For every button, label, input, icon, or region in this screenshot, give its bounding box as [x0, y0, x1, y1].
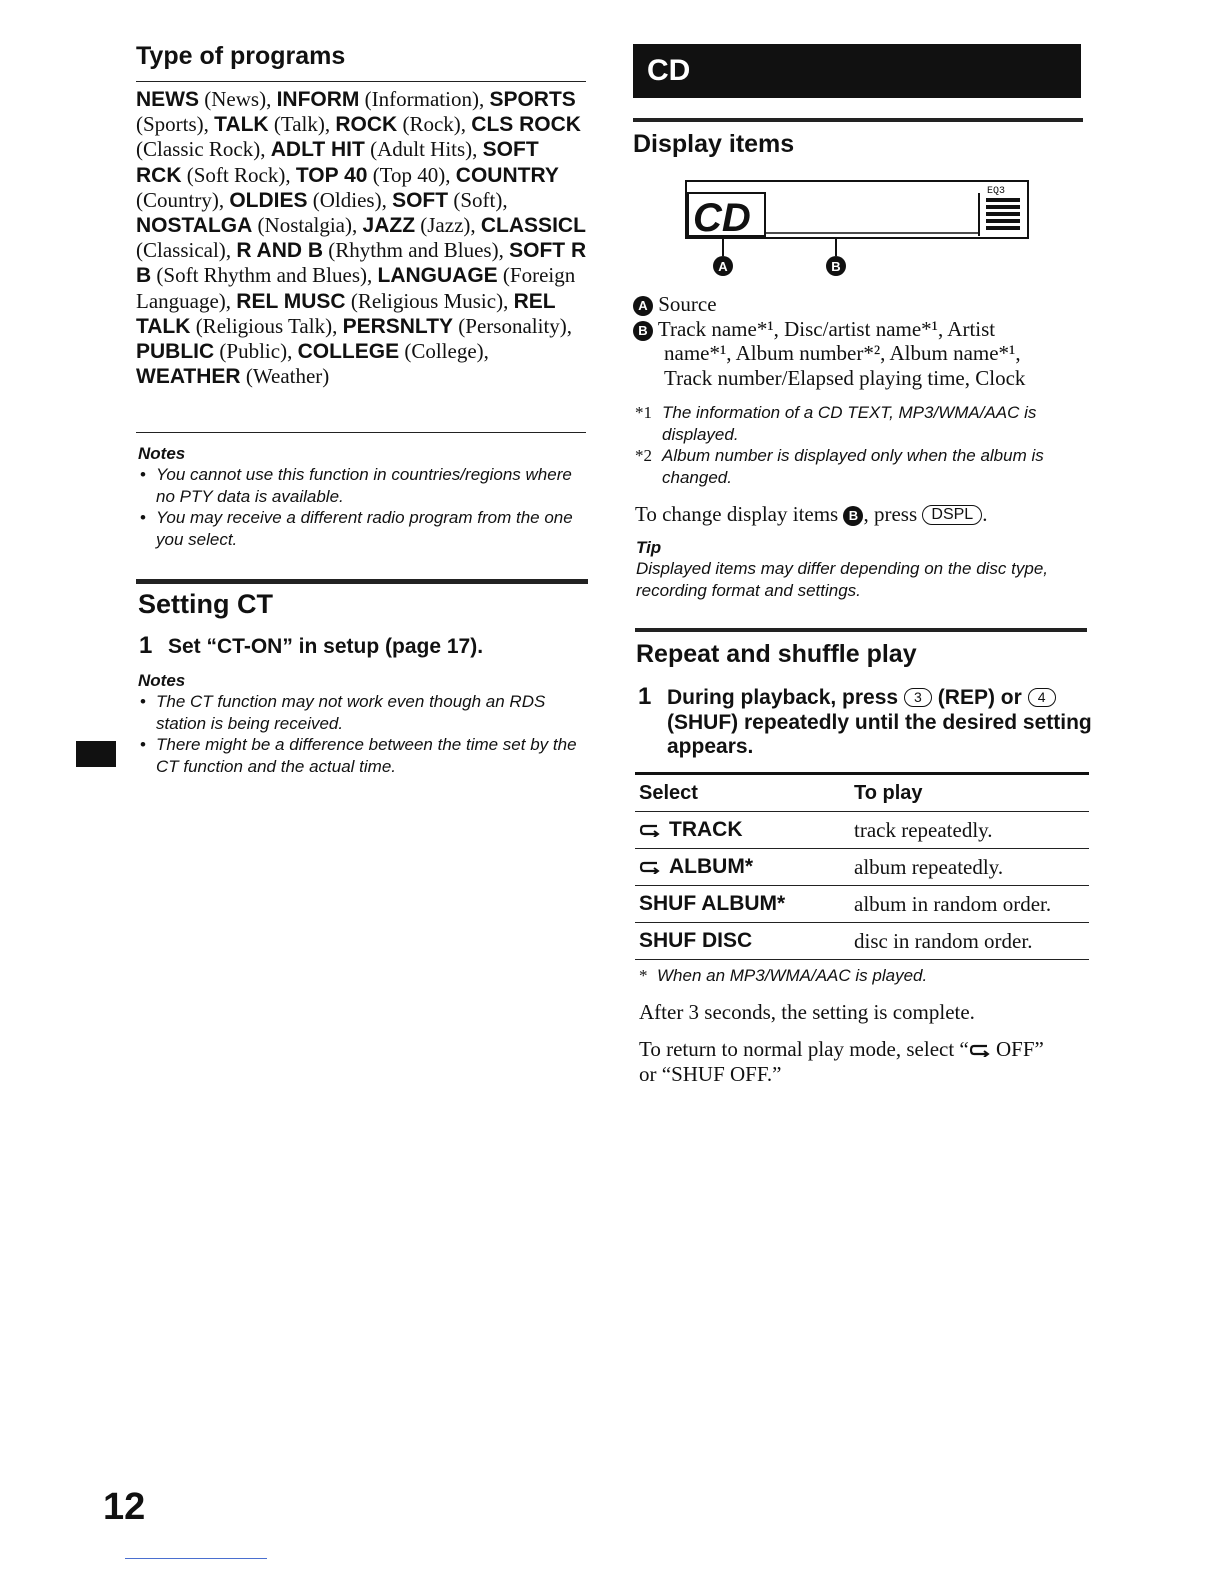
- bottom-rule: [125, 1558, 267, 1559]
- program-description: (Rhythm and Blues): [328, 238, 499, 263]
- section-divider: [633, 118, 1083, 122]
- notes-title: Notes: [138, 671, 186, 690]
- program-code: OLDIES: [229, 188, 308, 212]
- program-description: (News): [204, 87, 267, 111]
- after-text: After 3 seconds, the setting is complete.: [639, 1000, 975, 1024]
- program-type-entry: COLLEGE (College),: [297, 339, 489, 364]
- program-type-entry: ADLT HIT (Adult Hits),: [270, 137, 483, 162]
- notes-list: [138, 691, 590, 777]
- display-items-title: Display items: [633, 130, 795, 158]
- tip-title: Tip: [636, 538, 662, 557]
- program-description: (Classic Rock): [136, 137, 261, 162]
- col-select-header: Select: [639, 781, 698, 804]
- repeat-icon: [639, 860, 661, 874]
- tip-box: [636, 538, 1088, 601]
- program-type-entry: REL TALK (Religious Talk),: [136, 289, 556, 338]
- program-description: (Religious Music): [350, 288, 504, 313]
- program-code: SPORTS: [489, 88, 576, 111]
- program-code: SOFT: [392, 188, 449, 212]
- program-type-entry: SOFT (Soft),: [392, 187, 508, 212]
- program-type-entry: R AND B (Rhythm and Blues),: [236, 238, 510, 263]
- program-description: (Top 40): [372, 162, 446, 187]
- section-divider: [635, 628, 1087, 632]
- setting-ct-title: Setting CT: [138, 589, 273, 619]
- legend-b: B Track name*¹, Disc/artist name*¹, Artist: [633, 317, 1087, 342]
- label-b-badge: B: [633, 321, 653, 341]
- level-meter-icon: [986, 198, 1020, 230]
- note-item: • You cannot use this function in countries/regions where no PTY data is available.: [138, 464, 588, 507]
- label-b: B: [831, 259, 841, 274]
- section-tab-marker: [76, 741, 116, 767]
- program-code: PUBLIC: [136, 340, 215, 364]
- program-type-entry: SOFT RCK (Soft Rock),: [136, 138, 539, 187]
- program-type-entry: LANGUAGE (Foreign Language),: [136, 263, 576, 313]
- page-number: 12: [103, 1486, 146, 1528]
- program-description: (Rock): [402, 112, 461, 137]
- repeat-icon: [969, 1043, 991, 1057]
- program-code: WEATHER: [136, 365, 241, 389]
- display-footnotes: [635, 402, 1087, 488]
- display-item-legend: A Source B Track name*¹, Disc/artist name*¹, Artist name*¹, Album number*², Album name*¹, Track number/Elapsed playing time, Clock: [633, 292, 1087, 390]
- ct-notes: [138, 671, 590, 777]
- program-code: SOFT RCK: [136, 138, 539, 187]
- table-header-row: [635, 775, 1089, 812]
- label-a: A: [718, 259, 728, 274]
- program-description: (Sports): [136, 112, 204, 137]
- program-type-entry: INFORM (Information),: [276, 87, 490, 111]
- table-row: SHUF ALBUM* album in random order.: [635, 886, 1089, 923]
- return-text: To return to normal play mode, select “ OFF” or “SHUF OFF.”: [639, 1037, 1044, 1086]
- program-code: REL TALK: [136, 289, 556, 338]
- step-number: 1: [139, 632, 153, 659]
- program-type-entry: SPORTS (Sports),: [136, 88, 576, 137]
- program-description: (Jazz): [420, 213, 471, 238]
- button-3[interactable]: 3: [904, 688, 932, 707]
- notes-title: Notes: [138, 444, 186, 463]
- program-description: (Information): [364, 87, 479, 111]
- program-description: (Public): [219, 339, 288, 364]
- tip-text: Displayed items may differ depending on the disc type, recording format and settings.: [636, 559, 1049, 600]
- program-type-entry: JAZZ (Jazz),: [362, 213, 481, 238]
- label-b-badge: B: [843, 506, 863, 526]
- program-code: R AND B: [236, 239, 324, 263]
- footnote-1: *1 The information of a CD TEXT, MP3/WMA/AAC is displayed.: [635, 403, 1037, 444]
- button-4[interactable]: 4: [1028, 688, 1056, 707]
- repeat-icon: [639, 823, 661, 837]
- program-code: COLLEGE: [297, 340, 400, 364]
- program-description: (Adult Hits): [370, 137, 473, 162]
- repeat-step: 1 During playback, press 3 (REP) or 4 (SHUF) repeatedly until the desired setting appears.: [638, 683, 1092, 758]
- program-description: (Country): [136, 187, 219, 212]
- table-row: TRACK track repeatedly.: [635, 812, 1089, 849]
- table-footnote: * When an MP3/WMA/AAC is played.: [639, 966, 928, 985]
- pty-notes: [138, 444, 588, 550]
- change-display-instruction: To change display items B , press DSPL .: [635, 502, 988, 526]
- program-type-entry: REL MUSC (Religious Music),: [236, 288, 514, 313]
- program-description: (Weather): [245, 364, 330, 389]
- program-type-entry: SOFT R B (Soft Rhythm and Blues),: [136, 239, 587, 288]
- program-description: (Classical): [136, 238, 226, 263]
- divider: [136, 81, 586, 82]
- legend-a: A Source: [633, 292, 1087, 317]
- program-description: (Soft Rock): [186, 162, 286, 187]
- program-code: NEWS: [136, 88, 199, 111]
- program-type-entry: COUNTRY (Country),: [136, 163, 559, 212]
- program-type-entry: NOSTALGA (Nostalgia),: [136, 213, 363, 238]
- program-code: TALK: [214, 113, 269, 137]
- program-type-entry: CLASSICL (Classical),: [136, 214, 586, 263]
- repeat-mode-table: [635, 775, 1089, 960]
- divider: [136, 432, 586, 433]
- program-code: CLASSICL: [480, 214, 586, 238]
- svg-text:EQ3: EQ3: [987, 186, 1006, 197]
- note-item: • You may receive a different radio program from the one you select.: [138, 507, 588, 550]
- svg-text:CD: CD: [693, 196, 751, 240]
- program-code: REL MUSC: [236, 289, 346, 313]
- program-description: (Talk): [273, 112, 325, 137]
- program-type-entry: PUBLIC (Public),: [136, 339, 298, 364]
- program-type-entry: PERSNLTY (Personality),: [342, 313, 573, 338]
- step-text: Set “CT-ON” in setup (page 17).: [168, 635, 484, 658]
- footnote-2: *2 Album number is displayed only when the album is changed.: [635, 446, 1044, 487]
- dspl-button[interactable]: DSPL: [922, 505, 982, 525]
- program-description: (Foreign Language): [136, 263, 576, 313]
- program-code: CLS ROCK: [471, 113, 581, 137]
- program-description: (Personality): [458, 313, 567, 338]
- cd-header-bar: [633, 44, 1081, 98]
- program-code: SOFT R B: [136, 239, 587, 288]
- note-item: • There might be a difference between the time set by the CT function and the actual time.: [138, 734, 590, 777]
- note-item: • The CT function may not work even though an RDS station is being received.: [138, 691, 590, 734]
- repeat-shuffle-title: Repeat and shuffle play: [636, 640, 917, 668]
- source-area-glyph: [693, 196, 751, 240]
- program-type-entry: TALK (Talk),: [214, 112, 336, 137]
- program-description: (Soft Rhythm and Blues): [156, 263, 367, 288]
- program-code: JAZZ: [362, 214, 416, 238]
- notes-list: [138, 464, 588, 550]
- program-description: (Nostalgia): [257, 213, 353, 238]
- label-a-badge: A: [633, 296, 653, 316]
- program-type-list: [136, 87, 588, 389]
- program-type-entry: TOP 40 (Top 40),: [295, 162, 456, 187]
- program-description: (Oldies): [312, 187, 382, 212]
- program-type-entry: NEWS (News),: [136, 87, 277, 111]
- table-row: ALBUM* album repeatedly.: [635, 849, 1089, 886]
- program-type-entry: CLS ROCK (Classic Rock),: [136, 113, 581, 162]
- section-divider: [136, 579, 588, 584]
- display-illustration: [683, 176, 1033, 286]
- program-code: INFORM: [276, 88, 360, 111]
- type-of-programs-title: Type of programs: [136, 42, 346, 70]
- program-description: (Soft): [453, 187, 503, 212]
- program-code: NOSTALGA: [136, 214, 253, 238]
- program-code: COUNTRY: [455, 163, 559, 187]
- ct-step: [136, 632, 618, 660]
- program-type-entry: OLDIES (Oldies),: [229, 187, 393, 212]
- program-type-entry: ROCK (Rock),: [335, 112, 472, 137]
- program-code: ROCK: [335, 113, 398, 137]
- program-code: PERSNLTY: [342, 314, 454, 338]
- step-number: 1: [638, 683, 652, 710]
- program-code: TOP 40: [295, 163, 368, 187]
- program-description: (College): [404, 339, 484, 364]
- cd-header-label: CD: [647, 54, 691, 87]
- program-type-entry: [136, 364, 329, 388]
- program-code: ADLT HIT: [270, 138, 365, 162]
- program-description: (Religious Talk): [195, 313, 333, 338]
- col-play-header: To play: [854, 781, 923, 804]
- table-row: SHUF DISC disc in random order.: [635, 923, 1089, 960]
- program-code: LANGUAGE: [377, 264, 498, 288]
